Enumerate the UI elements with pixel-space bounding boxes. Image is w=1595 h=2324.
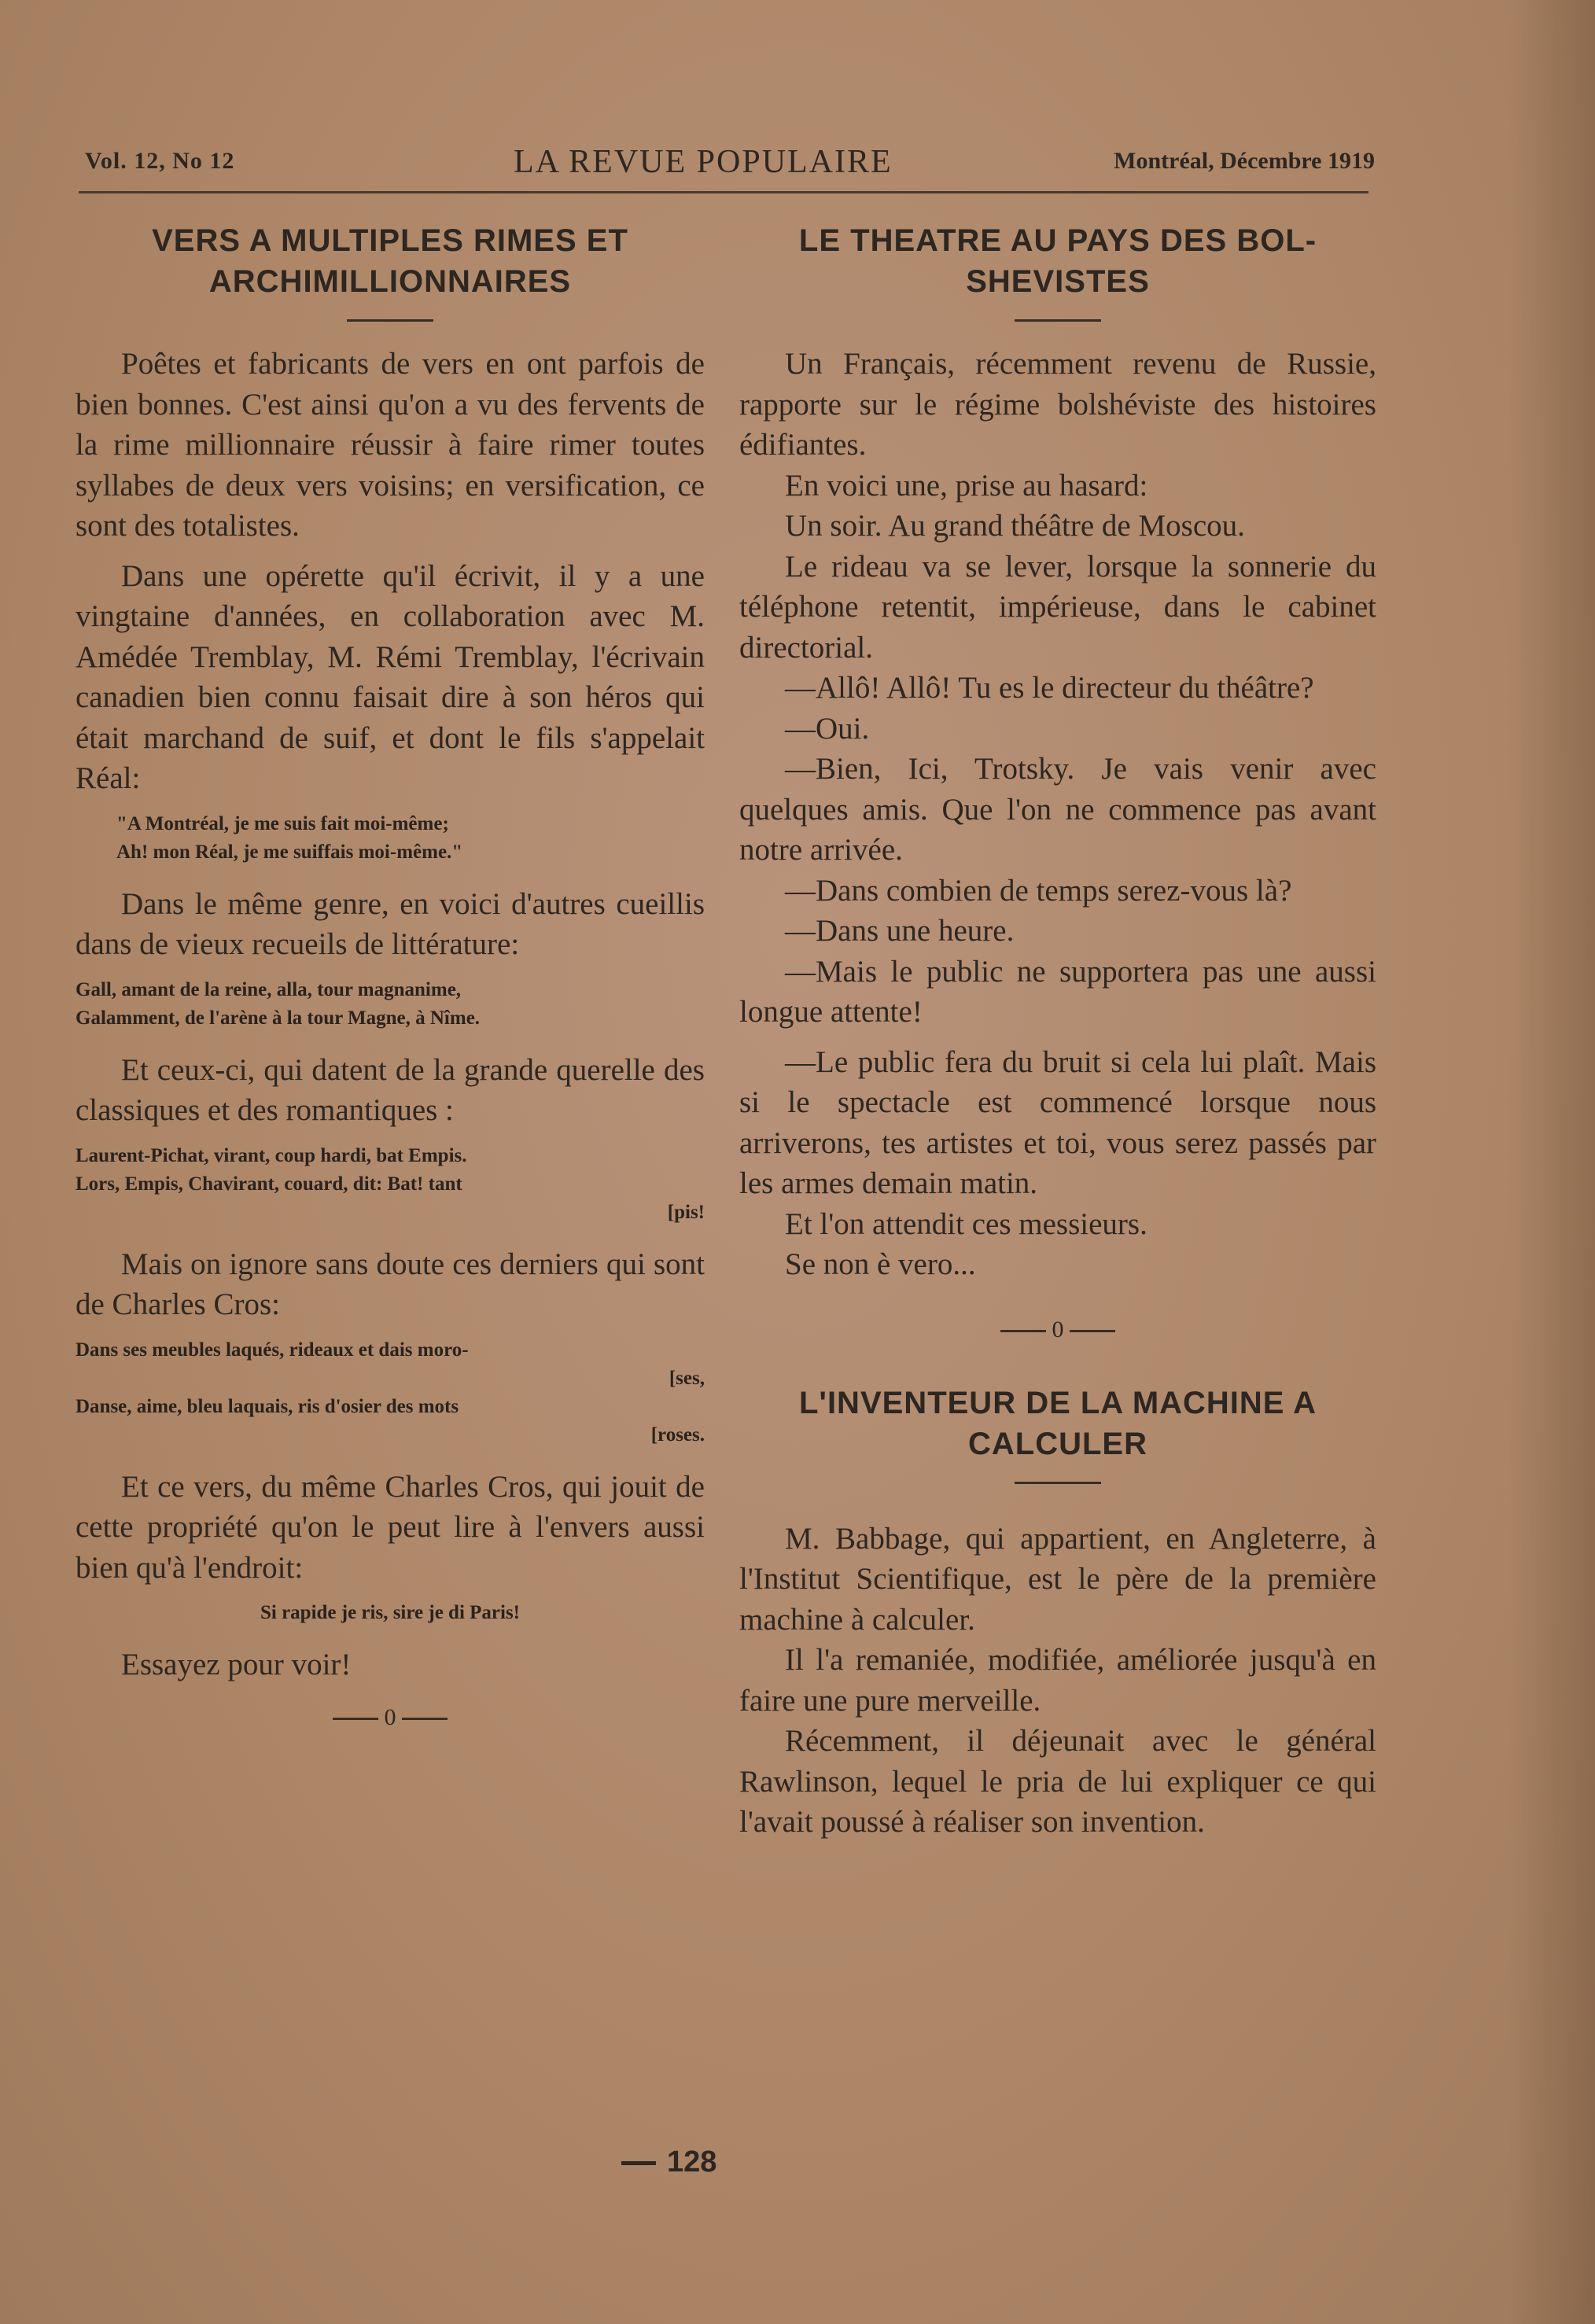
- divider-line: [1070, 1330, 1115, 1332]
- paragraph: Et ce vers, du même Charles Cros, qui jouit de cette propriété qu'on le peut lire à l'envers aussi bien qu'à l'endroit:: [76, 1469, 705, 1585]
- verse-line: "A Montréal, je me suis fait moi-même;: [116, 812, 449, 834]
- paragraph: Dans une opérette qu'il écrivit, il y a une vingtaine d'années, en collaboration avec M. Amédée Tremblay, M. Rémi Tremblay, l'écrivain canadien bien connu faisait dire à son héros qui était marchand de suif, et dont le fils s'appelait Réal:: [76, 558, 705, 795]
- verse-line: Lors, Empis, Chavirant, couard, dit: Bat! tant: [76, 1173, 462, 1195]
- verse-line: [ses,: [669, 1367, 705, 1389]
- verse-quote: [76, 810, 705, 867]
- verse-line: [roses.: [650, 1423, 705, 1446]
- page-edge-shadow: [1508, 0, 1595, 2324]
- headline-rule: [347, 319, 433, 322]
- headline-rule: [1015, 1482, 1101, 1484]
- paragraph: —Le public fera du bruit si cela lui plaît. Mais si le spectacle est commencé lorsque nous arriverons, tes artistes et toi, vous serez passés par les armes demain matin.: [739, 1044, 1376, 1200]
- paragraph: —Bien, Ici, Trotsky. Je vais venir avec quelques amis. Que l'on ne commence pas avant notre arrivée.: [739, 752, 1376, 867]
- verse-line: Ah! mon Réal, je me suiffais moi-même.": [116, 841, 463, 863]
- paragraph: Poêtes et fabricants de vers en ont parfois de bien bonnes. C'est ainsi qu'on a vu des fervents de la rime millionnaire réussir à faire rimer toutes syllabes de deux vers voisins; en versification, ce sont des totalistes.: [76, 347, 705, 543]
- paragraph: M. Babbage, qui appartient, en Angleterre, à l'Institut Scientifique, est le père de la première machine à calculer.: [739, 1521, 1376, 1637]
- paragraph: —Mais le public ne supportera pas une aussi longue attente!: [739, 954, 1376, 1029]
- article-headline-rimes: [76, 220, 705, 302]
- section-divider: [739, 1317, 1376, 1343]
- verse-line: Galamment, de l'arène à la tour Magne, à Nîme.: [76, 1007, 481, 1029]
- paragraph: En voici une, prise au hasard:: [785, 468, 1148, 503]
- paragraph: Et ceux-ci, qui datent de la grande querelle des classiques et des romantiques :: [76, 1052, 705, 1127]
- verse-quote: [76, 976, 705, 1033]
- divider-mark: 0: [1052, 1316, 1064, 1342]
- paragraph: Le rideau va se lever, lorsque la sonnerie du téléphone retentit, impérieuse, dans le cabinet directorial.: [739, 549, 1376, 665]
- paragraph: —Oui.: [785, 711, 870, 746]
- paragraph: Un soir. Au grand théâtre de Moscou.: [785, 509, 1245, 543]
- verse-quote: [76, 1336, 705, 1449]
- verse-line: [pis!: [667, 1201, 705, 1223]
- paragraph: Dans le même genre, en voici d'autres cueillis dans de vieux recueils de littérature:: [76, 886, 705, 961]
- verse-line: Laurent-Pichat, virant, coup hardi, bat Empis.: [76, 1144, 467, 1166]
- headline-line: CALCULER: [968, 1426, 1147, 1461]
- paragraph: Essayez pour voir!: [121, 1648, 352, 1681]
- paragraph: Mais on ignore sans doute ces derniers qui sont de Charles Cros:: [76, 1247, 705, 1321]
- paragraph: Il l'a remaniée, modifiée, améliorée jusqu'à en faire une pure merveille.: [739, 1643, 1376, 1718]
- divider-mark: 0: [384, 1703, 396, 1730]
- paragraph: Et l'on attendit ces messieurs.: [785, 1206, 1147, 1241]
- headline-line: ARCHIMILLIONNAIRES: [208, 264, 572, 299]
- divider-line: [402, 1718, 448, 1720]
- article-headline-inventeur: [739, 1383, 1376, 1464]
- paragraph: —Dans une heure.: [785, 914, 1015, 948]
- verse-quote: [76, 1599, 705, 1627]
- page-number-dash: [621, 2161, 656, 2165]
- headline-rule: [1015, 319, 1101, 322]
- verse-quote: [76, 1142, 705, 1227]
- paragraph: Récemment, il déjeunait avec le général Rawlinson, lequel le pria de lui expliquer ce qui l'avait poussé à réaliser son invention.: [739, 1724, 1376, 1839]
- page-number-text: 128: [667, 2145, 717, 2179]
- right-column: [739, 220, 1376, 1843]
- left-column: [76, 220, 705, 1755]
- paragraph: —Dans combien de temps serez-vous là?: [785, 873, 1292, 908]
- publication-title: LA REVUE POPULAIRE: [514, 144, 893, 180]
- section-divider: [76, 1704, 705, 1731]
- paragraph: Se non è vero...: [785, 1247, 976, 1281]
- verse-line: Gall, amant de la reine, alla, tour magnanime,: [76, 978, 462, 1000]
- paragraph: Un Français, récemment revenu de Russie, rapporte sur le régime bolshéviste des histoires édifiantes.: [739, 347, 1376, 462]
- divider-line: [333, 1718, 378, 1720]
- article-headline-theatre: [739, 220, 1376, 302]
- verse-line: Danse, aime, bleu laquais, ris d'osier des mots: [76, 1395, 459, 1417]
- headline-line: LE THEATRE AU PAYS DES BOL-: [798, 223, 1317, 258]
- verse-line: Dans ses meubles laqués, rideaux et dais moro-: [76, 1339, 469, 1361]
- headline-line: SHEVISTES: [966, 264, 1150, 299]
- volume-number: Vol. 12, No 12: [85, 148, 235, 174]
- headline-line: L'INVENTEUR DE LA MACHINE A: [799, 1385, 1317, 1420]
- headline-line: VERS A MULTIPLES RIMES ET: [152, 223, 628, 258]
- paragraph: —Allô! Allô! Tu es le directeur du théâtre?: [785, 671, 1314, 705]
- issue-date: Montréal, Décembre 1919: [1114, 148, 1375, 174]
- verse-line: Si rapide je ris, sire je di Paris!: [260, 1602, 521, 1623]
- header-rule: [79, 191, 1368, 193]
- divider-line: [1000, 1330, 1046, 1332]
- page-number: [621, 2145, 716, 2179]
- page-header: [85, 140, 1375, 187]
